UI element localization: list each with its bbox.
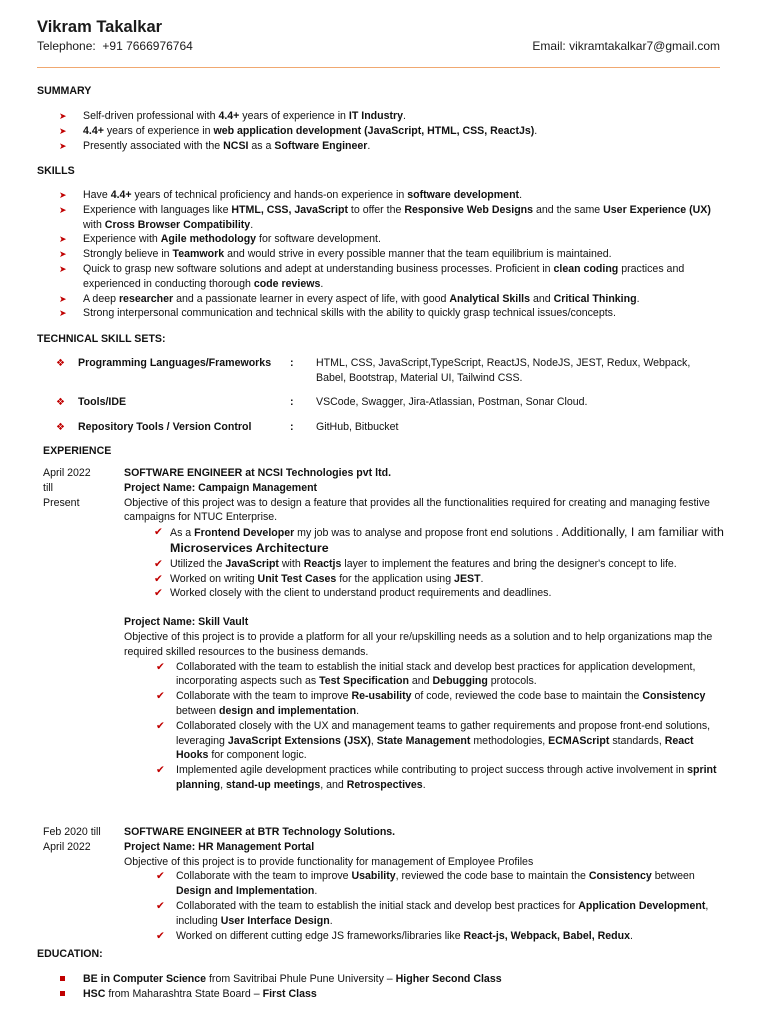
arrow-bullet-icon: ➤ (59, 125, 67, 136)
arrow-bullet-icon: ➤ (59, 249, 67, 260)
header-divider (37, 67, 720, 68)
job-title: SOFTWARE ENGINEER at BTR Technology Solutions. (124, 826, 396, 838)
job1 (124, 466, 724, 793)
arrow-bullet-icon: ➤ (59, 293, 67, 304)
check-bullet-icon: ✔ (156, 660, 165, 673)
arrow-bullet-icon: ➤ (59, 140, 67, 151)
check-bullet-icon: ✔ (154, 526, 163, 539)
tech-row-languages: ❖ Programming Languages/Frameworks : HTML, CSS, JavaScript,TypeScript, ReactJS, NodeJS, JEST, Redux, Webpack, Babel, Bootstrap, Material UI, Tailwind CSS. (56, 356, 736, 388)
diamond-bullet-icon: ❖ (56, 358, 65, 369)
arrow-bullet-icon: ➤ (59, 234, 67, 245)
tech-skills-heading: TECHNICAL SKILL SETS: (37, 333, 166, 345)
check-bullet-icon: ✔ (156, 719, 165, 732)
list-item: ✔ As a Frontend Developer my job was to analyse and propose front end solutions . Additionally, I am familiar with Microservices Architecture (154, 525, 724, 555)
project-name: Project Name: Campaign Management (124, 481, 318, 494)
list-item: ✔ Implemented agile development practices while contributing to project success through active involvement in sprint planning, stand-up meetings, and Retrospectives. (156, 764, 717, 791)
list-item: ✔ Worked on writing Unit Test Cases for the application using JEST. (154, 572, 484, 585)
list-item: ➤ 4.4+ years of experience in web application development (JavaScript, HTML, CSS, ReactJs). (59, 124, 538, 137)
tech-value: HTML, CSS, JavaScript,TypeScript, ReactJS, NodeJS, JEST, Redux, Webpack, Babel, Bootstrap, Material UI, Tailwind CSS. (316, 357, 691, 384)
list-item: ➤ Presently associated with the NCSI as a Software Engineer. (59, 139, 371, 152)
skills-heading: SKILLS (37, 165, 75, 177)
diamond-bullet-icon: ❖ (56, 422, 65, 433)
phone (37, 39, 193, 53)
summary-heading: SUMMARY (37, 85, 92, 97)
list-item: ✔ Collaborated with the team to establish the initial stack and develop best practices for Application Development, including User Interface Design. (156, 899, 709, 927)
list-item: ➤ Quick to grasp new software solutions and adept at understanding business processes. Proficient in clean coding practices and experienced in conducting thorough code reviews. (59, 262, 685, 290)
list-item: ✔ Utilized the JavaScript with Reactjs layer to implement the features and bring the designer's concept to life. (154, 557, 677, 570)
email-address: vikramtakalkar7@gmail.com (569, 39, 720, 53)
list-item: ✔ Collaborated closely with the UX and management teams to gather requirements and propose front-end solutions, leveraging JavaScript Extensions (JSX), State Management methodologies, ECMAScript standards, React Hooks for component logic. (156, 719, 711, 762)
arrow-bullet-icon: ➤ (59, 204, 67, 215)
square-bullet-icon (60, 991, 65, 996)
check-bullet-icon: ✔ (156, 899, 165, 912)
list-item: ➤ Have 4.4+ years of technical proficiency and hands-on experience in software development. (59, 189, 523, 201)
project-objective: Objective of this project was to design a feature that provides all the functionalities required for creating and managing festive campaigns for NTUC Enterprise. (124, 496, 710, 524)
list-item: ➤ Experience with Agile methodology for software development. (59, 233, 381, 246)
arrow-bullet-icon: ➤ (59, 308, 67, 319)
project-bullets (124, 869, 724, 943)
job2-date: Feb 2020 till April 2022 (43, 826, 101, 853)
project-name: Project Name: Skill Vault (124, 616, 249, 629)
check-bullet-icon: ✔ (154, 587, 163, 600)
project-objective: Objective of this project is to provide a platform for all your re/upskilling needs as a solution and to help organizations map the required skilled resources to the business demands. (124, 630, 713, 658)
list-item: ➤ Self-driven professional with 4.4+ years of experience in IT Industry. (59, 110, 406, 122)
arrow-bullet-icon: ➤ (59, 263, 67, 274)
phone-number: +91 7666976764 (102, 39, 193, 53)
list-item: ✔ Worked closely with the client to understand product requirements and deadlines. (154, 587, 552, 600)
skills-list (37, 188, 727, 321)
email (532, 39, 720, 53)
education-heading: EDUCATION: (37, 948, 103, 960)
list-item: HSC from Maharashtra State Board – First Class (37, 987, 727, 1002)
check-bullet-icon: ✔ (154, 572, 163, 585)
project-bullets (124, 660, 724, 793)
candidate-name: Vikram Takalkar (37, 18, 163, 36)
list-item: ➤ Experience with languages like HTML, CSS, JavaScript to offer the Responsive Web Designs and the same User Experience (UX) with Cross Browser Compatibility. (59, 203, 711, 231)
list-item: ➤ Strongly believe in Teamwork and would strive in every possible manner that the team equilibrium is maintained. (59, 248, 612, 261)
arrow-bullet-icon: ➤ (59, 190, 67, 200)
list-item: ✔ Collaborated with the team to establish the initial stack and develop best practices for application development, incorporating aspects such as Test Specification and Debugging protocols. (156, 660, 696, 688)
project-name: Project Name: HR Management Portal (124, 840, 315, 853)
project-objective: Objective of this project is to provide functionality for management of Employee Profiles (124, 855, 534, 868)
project-bullets (124, 525, 724, 601)
list-item: BE in Computer Science from Savitribai Phule Pune University – Higher Second Class (37, 972, 727, 987)
diamond-bullet-icon: ❖ (56, 397, 65, 408)
experience-heading: EXPERIENCE (43, 445, 112, 457)
list-item: ✔ Collaborate with the team to improve Re-usability of code, reviewed the code base to maintain the Consistency between design and implementation. (156, 690, 706, 717)
email-label: Email: (532, 39, 566, 53)
list-item: ✔ Collaborate with the team to improve Usability, reviewed the code base to maintain the Consistency between Design and Implementation. (156, 870, 695, 898)
check-bullet-icon: ✔ (156, 690, 165, 703)
tech-value: GitHub, Bitbucket (316, 421, 399, 433)
phone-label: Telephone: (37, 39, 96, 53)
arrow-bullet-icon: ➤ (59, 111, 67, 121)
tech-label: Repository Tools / Version Control (78, 421, 252, 433)
list-item: ➤ A deep researcher and a passionate learner in every aspect of life, with good Analytical Skills and Critical Thinking. (59, 292, 640, 305)
education-list (37, 972, 727, 1002)
summary-list (37, 109, 727, 153)
tech-value: VSCode, Swagger, Jira-Atlassian, Postman, Sonar Cloud. (316, 396, 588, 408)
tech-label: Tools/IDE (78, 396, 127, 408)
job-title: SOFTWARE ENGINEER at NCSI Technologies pvt ltd. (124, 467, 392, 479)
list-item: ✔ Worked on different cutting edge JS frameworks/libraries like React-js, Webpack, Babel, Redux. (156, 929, 633, 942)
job2 (124, 825, 724, 943)
check-bullet-icon: ✔ (156, 870, 165, 883)
check-bullet-icon: ✔ (156, 764, 165, 777)
job1-date: April 2022 till Present (43, 467, 91, 509)
check-bullet-icon: ✔ (154, 557, 163, 570)
tech-label: Programming Languages/Frameworks (78, 357, 272, 369)
check-bullet-icon: ✔ (156, 929, 165, 942)
list-item: ➤ Strong interpersonal communication and technical skills with the ability to quickly grasp technical issues/concepts. (59, 307, 616, 320)
square-bullet-icon (60, 976, 65, 981)
